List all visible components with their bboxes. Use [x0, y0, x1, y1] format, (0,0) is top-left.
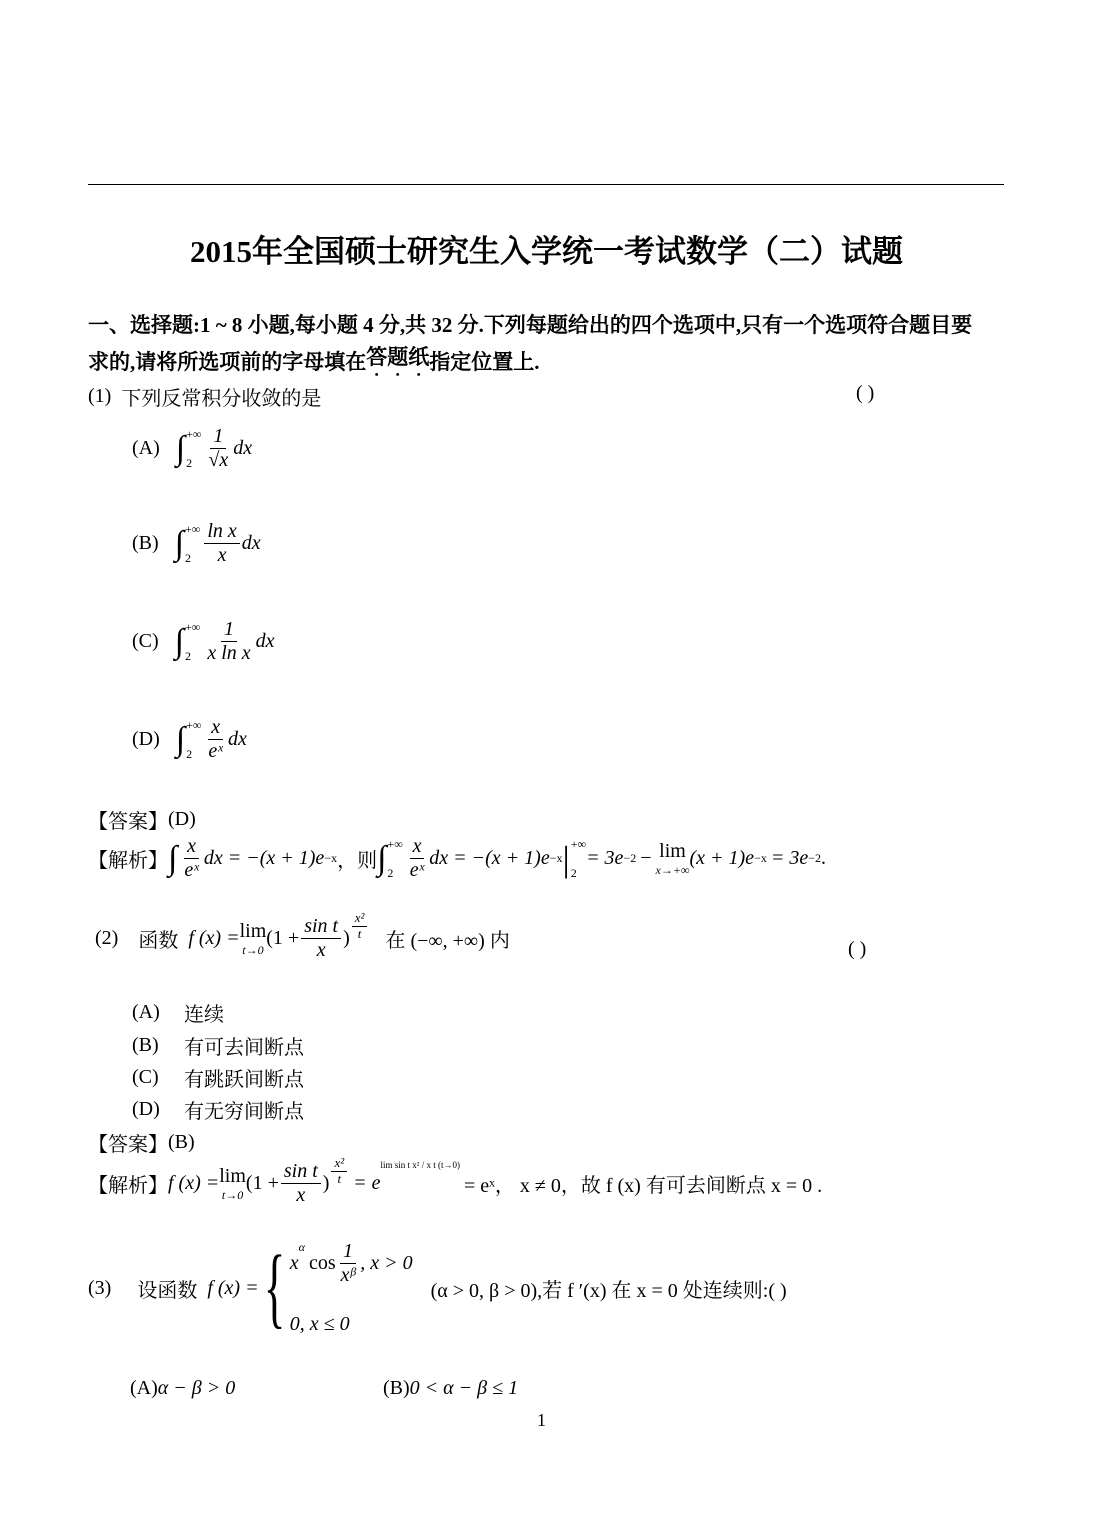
numerator: x	[208, 716, 223, 740]
expr: cos	[308, 1252, 336, 1274]
q2-option-c	[132, 1063, 304, 1092]
exp-denominator: t	[357, 925, 362, 941]
exp-numerator: x²	[352, 911, 368, 927]
lim-sub: x→+∞	[655, 862, 690, 877]
expr: 0, x ≤ 0	[289, 1313, 350, 1335]
option-label: (D)	[132, 728, 160, 750]
expr: x	[289, 1252, 299, 1274]
exponent: lim sin t x² / x t (t→0)	[380, 1160, 460, 1170]
numerator: 1	[340, 1240, 356, 1264]
exp-denominator: t	[337, 1170, 342, 1186]
upper-limit: +∞	[185, 619, 201, 634]
q2-bracket: ( )	[848, 938, 867, 960]
q2-answer	[88, 1128, 195, 1157]
section-instructions-line2	[88, 341, 540, 381]
q1-option-b	[132, 520, 261, 567]
denominator: eˣ	[208, 740, 223, 762]
q1-answer	[88, 805, 196, 834]
option-label: (B)	[132, 1034, 159, 1056]
expr: f (x) =	[188, 927, 240, 949]
cases-brace: {	[263, 1238, 285, 1337]
exponent: −x	[549, 851, 563, 865]
option-text: 连续	[184, 1004, 224, 1026]
exponent: −2	[623, 851, 637, 865]
upper-limit: +∞	[185, 521, 201, 536]
exp-numerator: x²	[331, 1156, 347, 1172]
q-number: (3)	[88, 1276, 112, 1299]
expr: (1 +	[245, 1172, 279, 1194]
q1-option-d	[132, 716, 247, 763]
differential: dx	[255, 630, 275, 652]
q3-option-b	[383, 1377, 518, 1400]
expr: −	[640, 847, 652, 869]
instr-text: 指定位置上.	[429, 350, 540, 374]
lim: lim	[219, 1164, 246, 1187]
numerator: ln x	[204, 520, 239, 544]
answer-value: (D)	[168, 808, 196, 830]
expr: f (x) =	[168, 1172, 220, 1194]
numerator: sin t	[301, 915, 341, 939]
exponent: −x	[324, 851, 338, 865]
upper-limit: +∞	[387, 836, 403, 851]
header-rule	[88, 184, 1004, 185]
option-label: (B)	[383, 1377, 410, 1399]
denominator: x	[296, 1184, 306, 1206]
option-label: (C)	[132, 630, 159, 652]
option-label: (D)	[132, 1098, 160, 1120]
expr: = eˣ， x ≠ 0，故 f (x) 有可去间断点 x = 0 .	[463, 1175, 823, 1197]
integral-sign: ∫	[175, 720, 186, 758]
denominator: x ln x	[207, 642, 251, 664]
q-text: 设函数	[137, 1279, 198, 1302]
upper-limit: +∞	[570, 836, 587, 851]
integral-sign: ∫	[175, 429, 186, 467]
q3-option-a	[130, 1377, 235, 1400]
exponent: α	[298, 1240, 305, 1254]
analysis-label: 【解析】	[88, 850, 168, 872]
option-text: α − β > 0	[157, 1377, 236, 1399]
expr: (1 +	[266, 927, 300, 949]
expr: )	[322, 1172, 330, 1194]
denominator: √x	[208, 449, 229, 471]
q1-bracket: ( )	[856, 382, 875, 404]
expr: = e	[353, 1172, 381, 1194]
option-label: (C)	[132, 1066, 159, 1088]
q2-analysis	[88, 1155, 823, 1207]
q-text: 函数	[138, 930, 179, 952]
lower-limit: 2	[570, 865, 577, 880]
section-instructions-line1: 一、选择题:1 ~ 8 小题,每小题 4 分,共 32 分.下列每题给出的四个选项中,只有一个选项符合题目要	[88, 313, 973, 337]
expr: .	[821, 847, 826, 869]
expr: f (x) =	[207, 1276, 259, 1299]
integral-sign: ∫	[168, 839, 178, 877]
expr: = 3e	[770, 847, 809, 869]
numerator: x	[184, 835, 199, 859]
q3-stem	[88, 1240, 787, 1336]
expr: , x > 0	[360, 1252, 413, 1274]
q-text: (α > 0, β > 0),若 f ′(x) 在 x = 0 处连续则:( )	[430, 1279, 787, 1302]
lim: lim	[659, 839, 686, 862]
expr: ，则	[337, 850, 378, 872]
answer-value: (B)	[168, 1131, 195, 1153]
q1-stem	[88, 382, 321, 411]
q1-analysis: 【解析】 ∫ $\frac{x}{\text{eˣ}}$ dx = −(x + 1)e −x ，则 ∫ +∞ 2 $\frac{x}{\text{eˣ}}$ dx = −(x + 1)e −x | +∞ 2 = 3e −2 − lim x→+∞ (x + 1)e −x = 3e −2 .	[88, 835, 826, 881]
numerator: 1	[210, 425, 226, 449]
differential: dx	[227, 728, 247, 750]
option-text: 有可去间断点	[184, 1037, 304, 1059]
expr: (x + 1)e	[689, 847, 755, 869]
q1-option-c	[132, 618, 275, 665]
option-label: (A)	[132, 437, 160, 459]
piecewise-cases	[290, 1240, 413, 1336]
q-number: (1)	[88, 385, 112, 407]
lower-limit: 2	[185, 550, 191, 565]
numerator: 1	[221, 618, 237, 642]
option-text: 有跳跃间断点	[184, 1069, 304, 1091]
exponent: −2	[808, 851, 821, 865]
instr-text: 求的,请将所选项前的字母填在	[88, 350, 367, 374]
lower-limit: 2	[185, 648, 191, 663]
option-text: 0 < α − β ≤ 1	[409, 1377, 519, 1399]
denominator: xᵝ	[340, 1264, 356, 1286]
denominator: x	[217, 544, 227, 566]
q2-stem	[95, 910, 510, 962]
expr: dx = −(x + 1)e	[203, 847, 325, 869]
option-text: 有无穷间断点	[184, 1101, 304, 1123]
page-number: 1	[537, 1410, 546, 1430]
expr: )	[343, 927, 350, 949]
denominator: eˣ	[409, 859, 425, 881]
numerator: sin t	[281, 1160, 321, 1184]
q-text: 下列反常积分收敛的是	[121, 388, 322, 410]
numerator: x	[410, 835, 425, 859]
q2-option-b	[132, 1031, 304, 1060]
option-label: (A)	[130, 1377, 158, 1399]
lower-limit: 2	[186, 746, 193, 761]
upper-limit: +∞	[186, 717, 202, 732]
option-label: (B)	[132, 532, 159, 554]
lower-limit: 2	[186, 455, 193, 470]
eval-bar: |	[562, 838, 570, 879]
integral-sign: ∫	[174, 622, 184, 660]
differential: dx	[233, 437, 253, 459]
instr-emphasis: 答题纸	[366, 345, 430, 369]
exponent: −x	[754, 851, 767, 865]
expr: dx = −(x + 1)e	[429, 847, 550, 869]
q1-option-a	[132, 425, 252, 472]
differential: dx	[241, 532, 261, 554]
integral-sign: ∫	[174, 524, 184, 562]
lim-sub: t→0	[221, 1187, 244, 1202]
q2-option-a	[132, 998, 224, 1027]
q-number: (2)	[95, 927, 119, 949]
answer-label: 【答案】	[88, 1134, 168, 1156]
denominator: eˣ	[184, 859, 199, 881]
upper-limit: +∞	[186, 426, 202, 441]
lower-limit: 2	[387, 865, 394, 880]
expr: = 3e	[586, 847, 624, 869]
lim-sub: t→0	[242, 942, 264, 957]
option-label: (A)	[132, 1001, 160, 1023]
q2-option-d	[132, 1095, 304, 1124]
page-title: 2015年全国硕士研究生入学统一考试数学（二）试题	[190, 234, 903, 269]
denominator: x	[316, 939, 326, 961]
q-text: 在 (−∞, +∞) 内	[385, 930, 510, 952]
answer-label: 【答案】	[88, 811, 168, 833]
lim: lim	[239, 919, 267, 942]
analysis-label: 【解析】	[88, 1175, 168, 1197]
